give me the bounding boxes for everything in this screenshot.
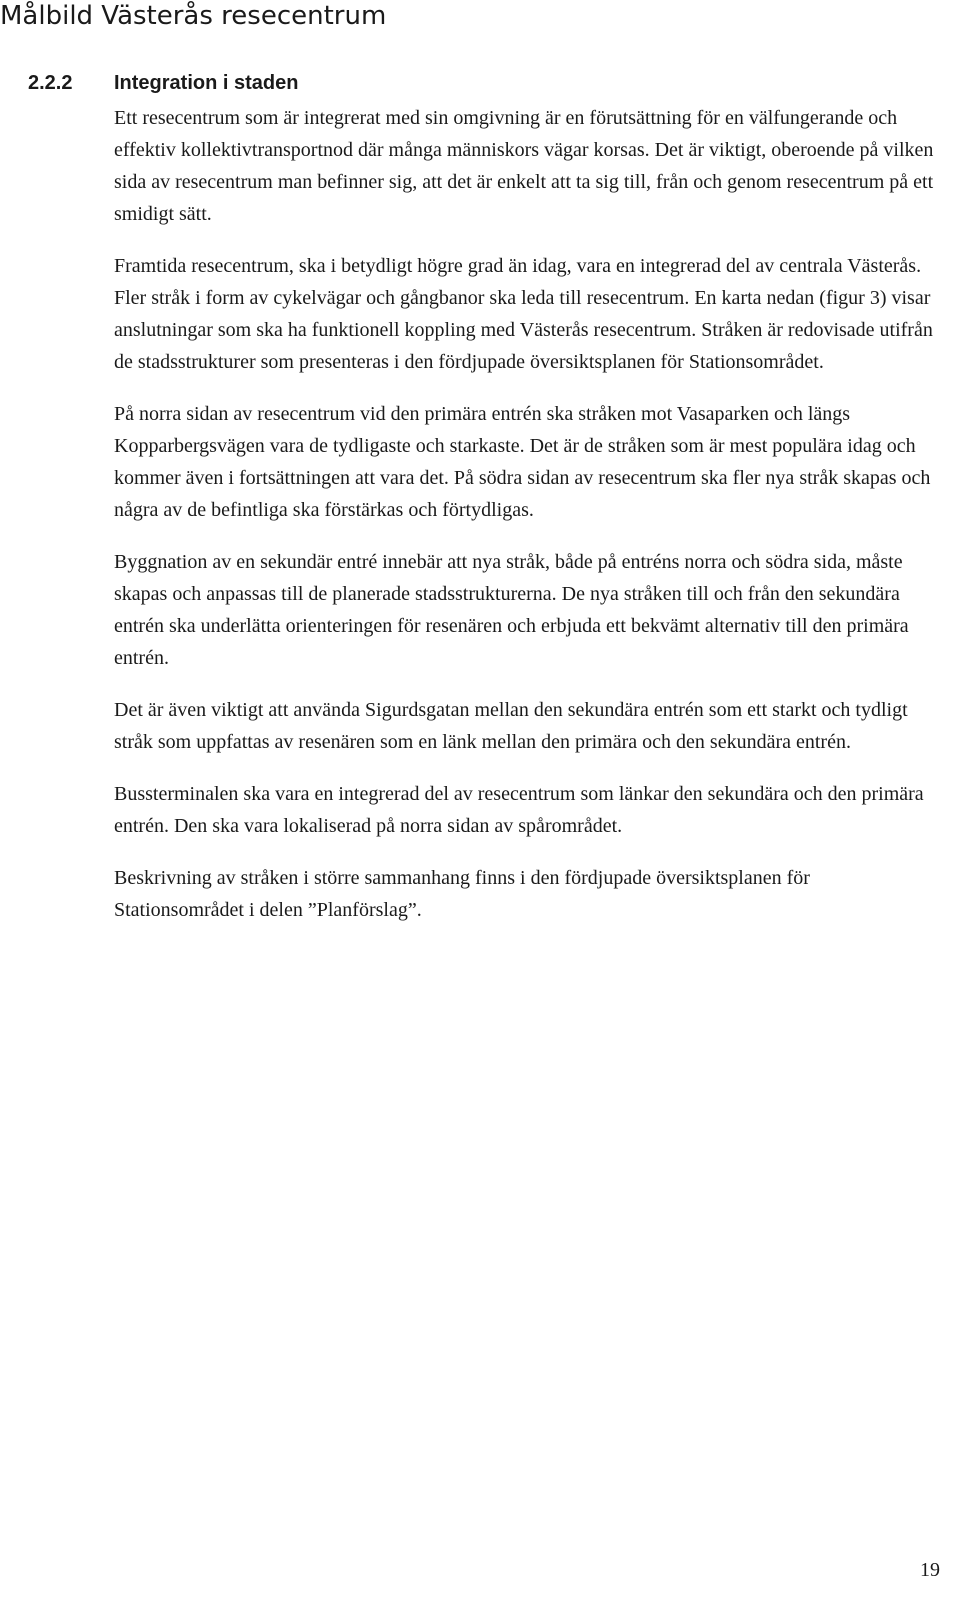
paragraph: På norra sidan av resecentrum vid den primära entrén ska stråken mot Vasaparken och längs Kopparbergsvägen vara de tydligaste och starkaste. Det är de stråken som är mest populära idag och kommer även i fortsättningen att vara det. På södra sidan av resecentrum ska fler nya stråk skapas och några av de befintliga ska förstärkas och förtydligas.	[114, 403, 931, 521]
paragraph: Bussterminalen ska vara en integrerad del av resecentrum som länkar den sekundära och den primära entrén. Den ska vara lokaliserad på norra sidan av spårområdet.	[114, 783, 924, 837]
paragraph: Beskrivning av stråken i större sammanhang finns i den fördjupade översiktsplanen för Stationsområdet i delen ”Planförslag”.	[114, 867, 810, 921]
paragraph: Det är även viktigt att använda Sigurdsgatan mellan den sekundära entrén som ett starkt och tydligt stråk som uppfattas av resenären som en länk mellan den primära och den sekundära entrén.	[114, 699, 908, 753]
section-number: 2.2.2	[28, 72, 73, 94]
paragraph: Byggnation av en sekundär entré innebär att nya stråk, både på entréns norra och södra sida, måste skapas och anpassas till de planerade stadsstrukturerna. De nya stråken till och från den sekundära entrén ska underlätta orienteringen för resenären och erbjuda ett bekvämt alternativ till den primära entrén.	[114, 551, 909, 669]
document-title: Målbild Västerås resecentrum	[0, 1, 387, 31]
section-title: Integration i staden	[114, 72, 299, 94]
body-text	[114, 102, 944, 946]
page-number: 19	[920, 1559, 940, 1581]
section-heading	[28, 70, 298, 96]
paragraph: Ett resecentrum som är integrerat med sin omgivning är en förutsättning för en välfungerande och effektiv kollektivtransportnod där många människors vägar korsas. Det är viktigt, oberoende på vilken sida av resecentrum man befinner sig, att det är enkelt att ta sig till, från och genom resecentrum på ett smidigt sätt.	[114, 107, 934, 225]
paragraph: Framtida resecentrum, ska i betydligt högre grad än idag, vara en integrerad del av centrala Västerås. Fler stråk i form av cykelvägar och gångbanor ska leda till resecentrum. En karta nedan (figur 3) visar anslutningar som ska ha funktionell koppling med Västerås resecentrum. Stråken är redovisade utifrån de stadsstrukturer som presenteras i den fördjupade översiktsplanen för Stationsområdet.	[114, 255, 933, 373]
